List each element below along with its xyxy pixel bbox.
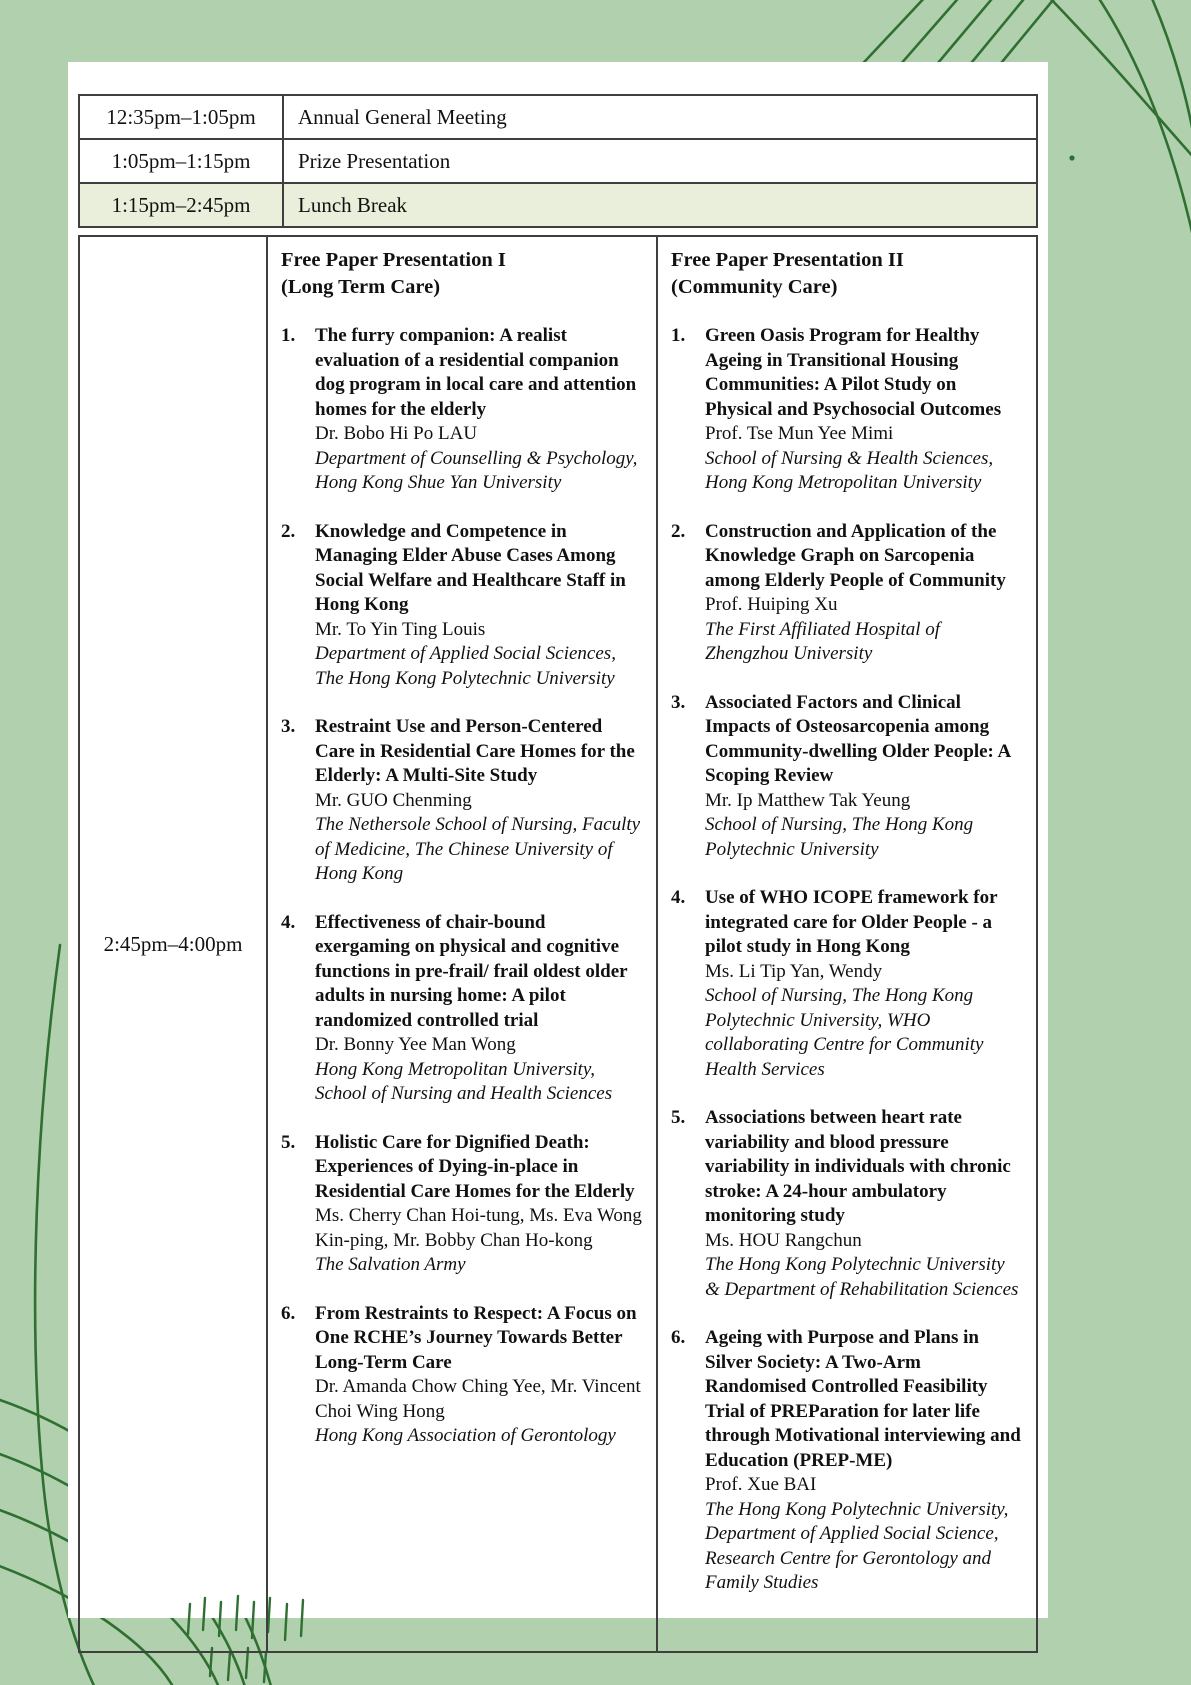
item-title: Holistic Care for Dignified Death: Experiences of Dying-in-place in Residential Care Homes for the Elderly [315, 1131, 635, 1202]
item-title: Restraint Use and Person-Centered Care in Residential Care Homes for the Elderly: A Multi-Site Study [315, 716, 635, 787]
item-presenter: Mr. GUO Chenming [315, 789, 472, 811]
item-title: The furry companion: A realist evaluation of a residential companion dog program in local care and attention homes for the elderly [315, 325, 637, 420]
item-number: 3. [671, 691, 686, 713]
schedule-row [79, 139, 1037, 183]
item-number: 1. [671, 325, 686, 347]
presentation-item [671, 691, 1028, 863]
item-title: Construction and Application of the Knowledge Graph on Sarcopenia among Elderly People of Community [705, 520, 1006, 591]
presentation-item [281, 1131, 648, 1278]
session-table [78, 235, 1038, 1653]
item-affiliation: School of Nursing, The Hong Kong Polytechnic University, WHO collaborating Centre for Community Health Services [705, 985, 984, 1080]
item-presenter: Prof. Xue BAI [705, 1474, 817, 1496]
item-number: 2. [671, 520, 686, 542]
item-list [281, 324, 648, 1449]
column-title-line1: Free Paper Presentation II [671, 249, 904, 271]
item-affiliation: The Hong Kong Polytechnic University, Department of Applied Social Science, Research Centre for Gerontology and Family Studies [705, 1498, 1009, 1594]
presentation-item [671, 886, 1028, 1082]
item-presenter: Dr. Amanda Chow Ching Yee, Mr. Vincent Choi Wing Hong [315, 1376, 641, 1422]
item-affiliation: Department of Applied Social Sciences, The Hong Kong Polytechnic University [315, 643, 616, 689]
item-number: 4. [281, 911, 296, 933]
item-title: Ageing with Purpose and Plans in Silver Society: A Two-Arm Randomised Controlled Feasibility Trial of PREParation for later life through Motivational interviewing and Education (PREP-ME) [705, 1327, 1021, 1471]
item-affiliation: The First Affiliated Hospital of Zhengzhou University [705, 618, 941, 665]
session-column-2 [658, 237, 1036, 1651]
item-list [671, 324, 1028, 1596]
item-number: 4. [671, 887, 686, 909]
item-presenter: Prof. Tse Mun Yee Mimi [705, 423, 894, 445]
item-presenter: Ms. HOU Rangchun [705, 1229, 862, 1251]
schedule-body [79, 95, 1037, 227]
presentation-item [281, 715, 648, 887]
item-affiliation: Hong Kong Association of Gerontology [315, 1425, 616, 1447]
item-presenter: Mr. Ip Matthew Tak Yeung [705, 789, 911, 811]
presentation-item [281, 1302, 648, 1449]
session-time: 2:45pm–4:00pm [80, 237, 268, 1651]
item-number: 2. [281, 520, 296, 542]
item-number: 6. [671, 1327, 686, 1349]
item-presenter: Mr. To Yin Ting Louis [315, 618, 486, 640]
schedule-time: 1:15pm–2:45pm [79, 183, 283, 227]
schedule-event: Annual General Meeting [283, 95, 1037, 139]
presentation-item [671, 1106, 1028, 1302]
column-title-line2: (Long Term Care) [281, 275, 441, 298]
item-affiliation: The Hong Kong Polytechnic University & Department of Rehabilitation Sciences [705, 1254, 1019, 1300]
schedule-row [79, 95, 1037, 139]
schedule-row [79, 183, 1037, 227]
presentation-item [281, 324, 648, 496]
column-title-line2: (Community Care) [671, 275, 838, 298]
item-affiliation: School of Nursing, The Hong Kong Polytechnic University [705, 814, 974, 860]
item-affiliation: Department of Counselling & Psychology, Hong Kong Shue Yan University [315, 447, 638, 494]
presentation-item [671, 520, 1028, 667]
item-presenter: Ms. Cherry Chan Hoi-tung, Ms. Eva Wong Kin-ping, Mr. Bobby Chan Ho-kong [315, 1205, 642, 1251]
item-number: 1. [281, 325, 296, 347]
column-header [281, 247, 648, 300]
column-title-line1: Free Paper Presentation I [281, 249, 506, 271]
session-column-1 [268, 237, 658, 1651]
item-presenter: Prof. Huiping Xu [705, 594, 838, 616]
item-title: From Restraints to Respect: A Focus on One RCHE’s Journey Towards Better Long-Term Care [315, 1302, 637, 1373]
column-header [671, 247, 1028, 300]
item-number: 5. [671, 1107, 686, 1129]
schedule-time: 12:35pm–1:05pm [79, 95, 283, 139]
item-presenter: Dr. Bonny Yee Man Wong [315, 1034, 516, 1056]
presentation-item [281, 520, 648, 692]
item-title: Effectiveness of chair-bound exergaming on physical and cognitive functions in pre-frail/ frail oldest older adults in nursing home: A pilot randomized controlled trial [315, 911, 628, 1031]
schedule-event: Lunch Break [283, 183, 1037, 227]
item-number: 6. [281, 1302, 296, 1324]
presentation-item [671, 324, 1028, 496]
presentation-item [671, 1326, 1028, 1596]
item-presenter: Ms. Li Tip Yan, Wendy [705, 960, 883, 982]
item-title: Associations between heart rate variability and blood pressure variability in individuals with chronic stroke: A 24-hour ambulatory monitoring study [705, 1107, 1011, 1227]
item-title: Use of WHO ICOPE framework for integrated care for Older People - a pilot study in Hong Kong [705, 887, 998, 958]
item-presenter: Dr. Bobo Hi Po LAU [315, 423, 478, 445]
item-title: Knowledge and Competence in Managing Elder Abuse Cases Among Social Welfare and Healthcare Staff in Hong Kong [315, 520, 626, 616]
item-affiliation: The Nethersole School of Nursing, Faculty of Medicine, The Chinese University of Hong Kong [315, 814, 641, 885]
schedule-table [78, 94, 1038, 228]
item-number: 5. [281, 1131, 296, 1153]
presentation-item [281, 911, 648, 1107]
item-title: Associated Factors and Clinical Impacts of Osteosarcopenia among Community-dwelling Older People: A Scoping Review [705, 691, 1011, 787]
item-title: Green Oasis Program for Healthy Ageing in Transitional Housing Communities: A Pilot Study on Physical and Psychosocial Outcomes [705, 325, 1002, 420]
item-affiliation: School of Nursing & Health Sciences, Hong Kong Metropolitan University [705, 447, 994, 494]
schedule-event: Prize Presentation [283, 139, 1037, 183]
schedule-time: 1:05pm–1:15pm [79, 139, 283, 183]
item-affiliation: Hong Kong Metropolitan University, School of Nursing and Health Sciences [315, 1058, 613, 1105]
item-number: 3. [281, 716, 296, 738]
item-affiliation: The Salvation Army [315, 1254, 466, 1276]
